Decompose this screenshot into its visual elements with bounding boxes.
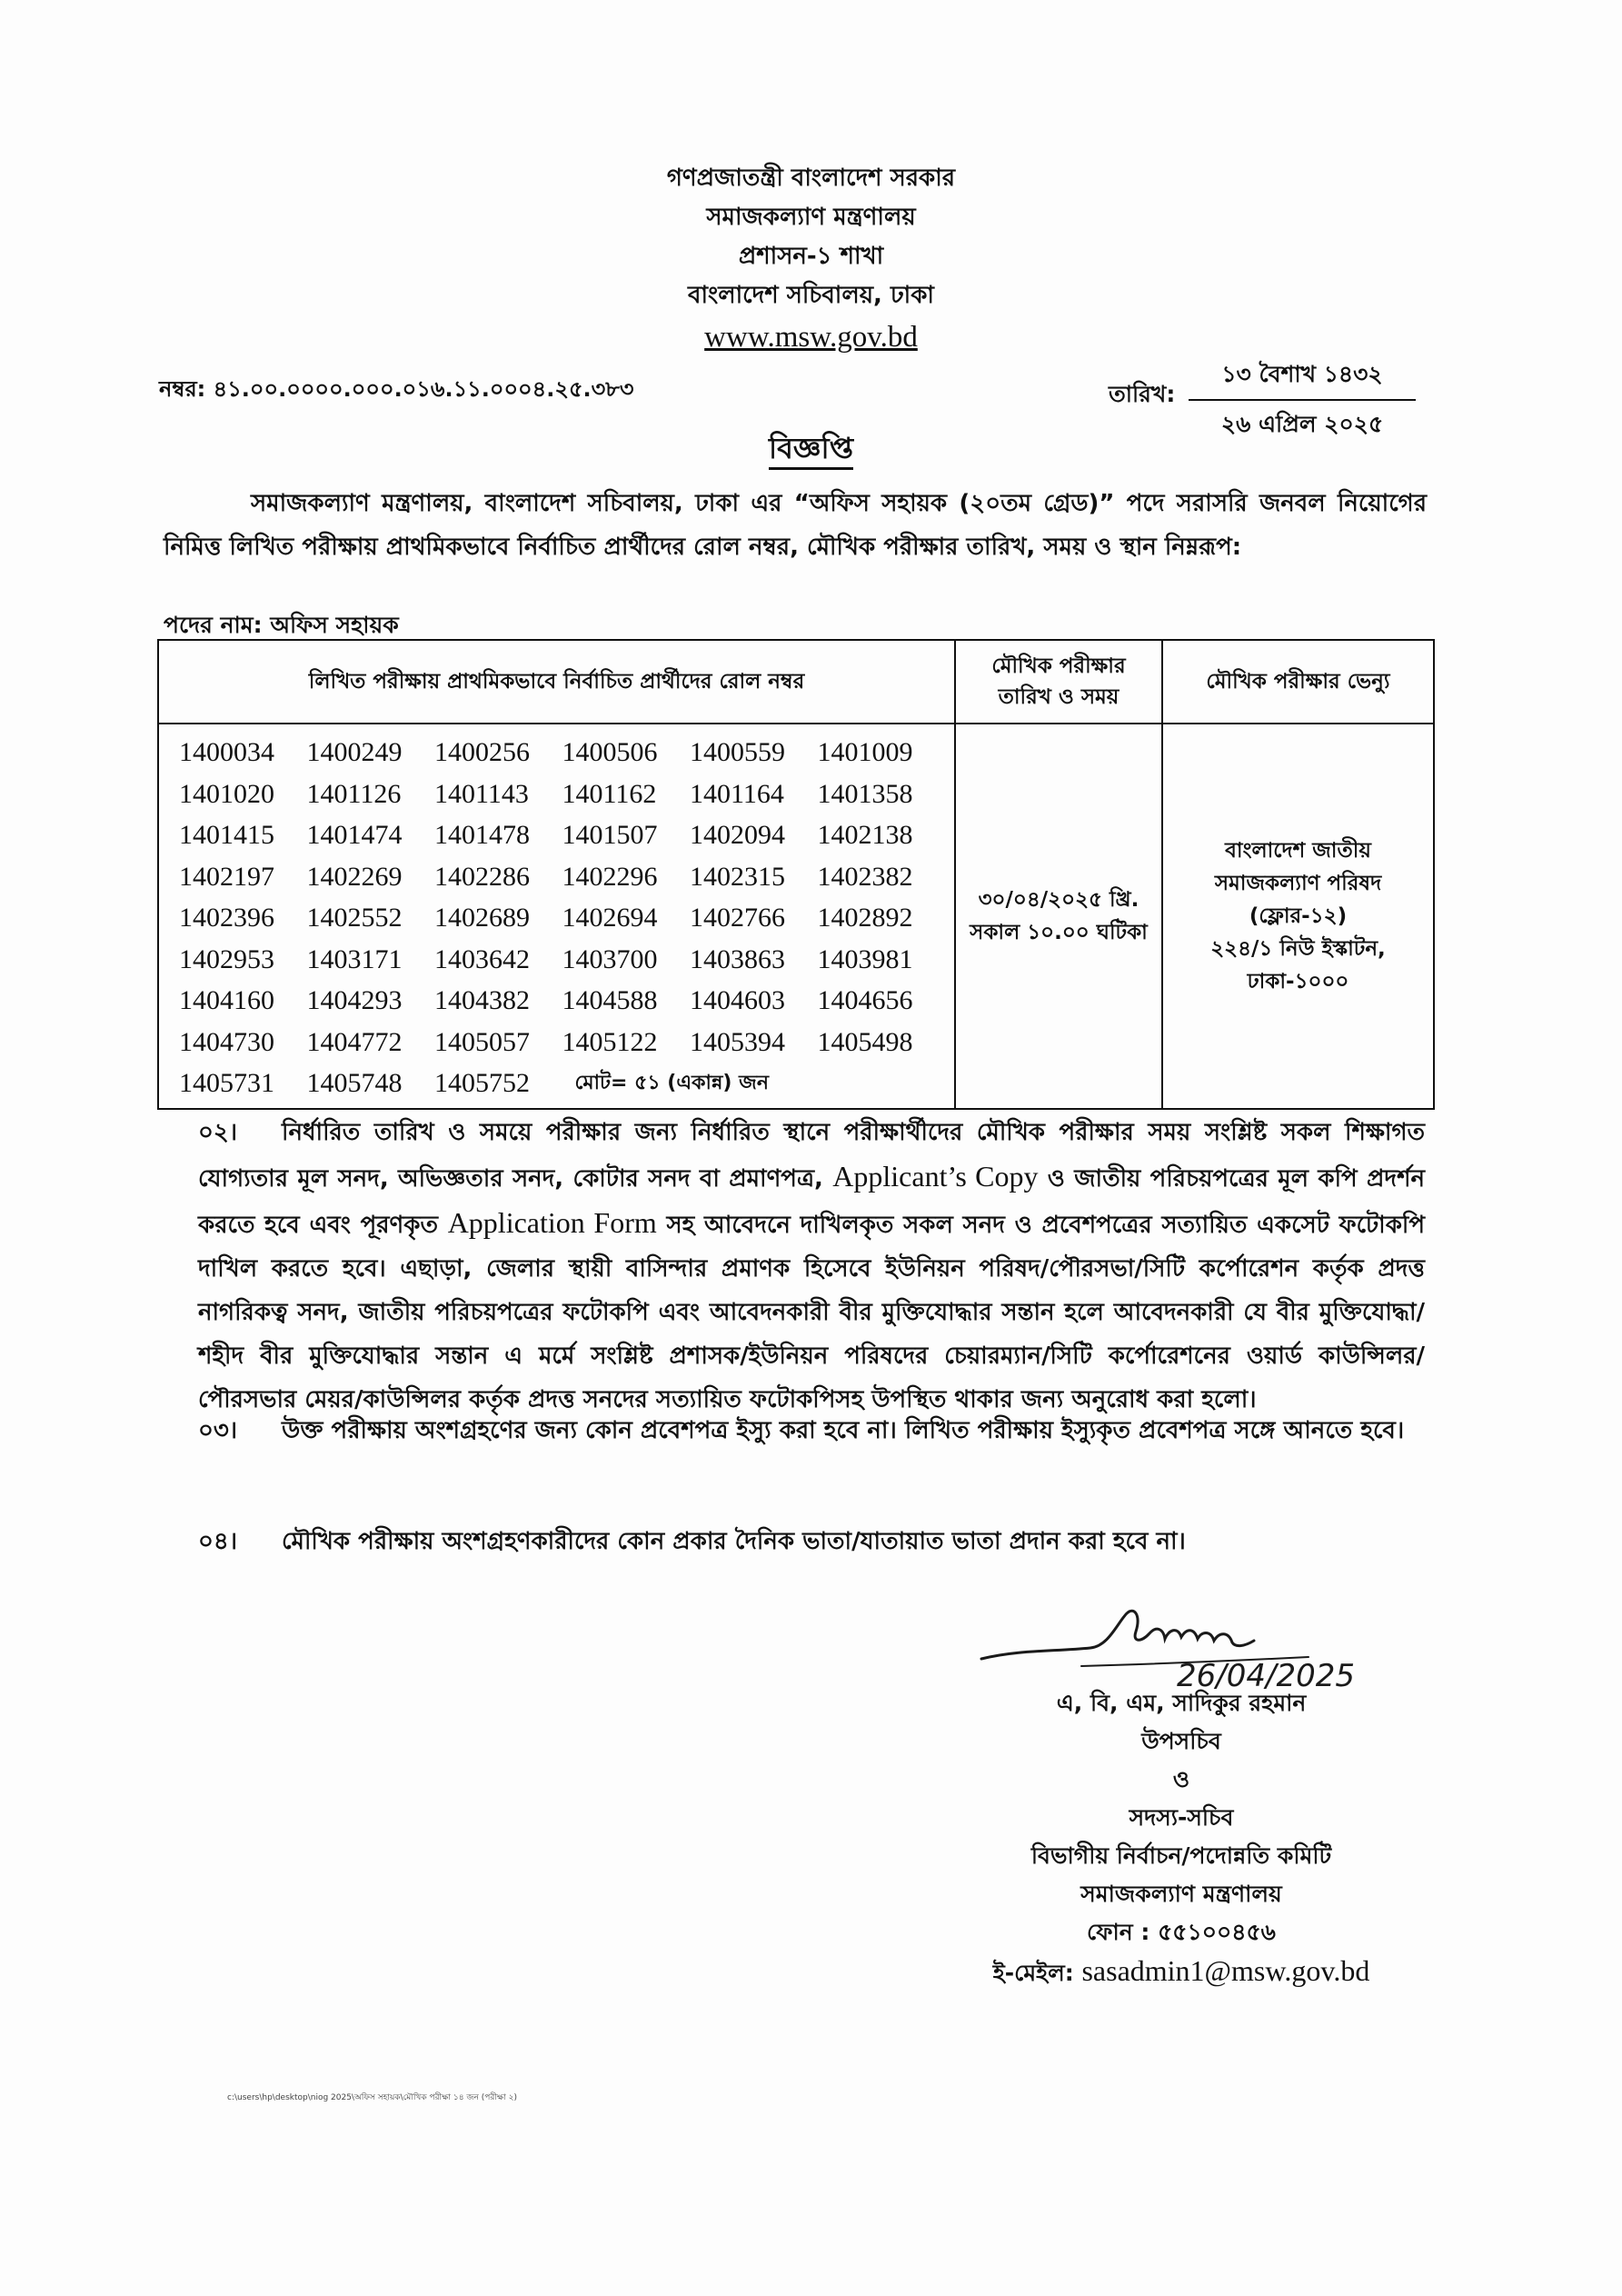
roll-number: 1402689 bbox=[434, 903, 530, 933]
roll-number: 1401162 bbox=[562, 778, 657, 809]
roll-number: 1402766 bbox=[690, 903, 785, 933]
venue-line: ঢাকা-১০০০ bbox=[1247, 969, 1349, 993]
office-address: বাংলাদেশ সচিবালয়, ঢাকা bbox=[688, 282, 934, 309]
roll-number: 1404603 bbox=[690, 985, 785, 1015]
website-link[interactable]: www.msw.gov.bd bbox=[704, 321, 918, 354]
roll-number: 1403981 bbox=[817, 943, 913, 974]
memo-number bbox=[159, 373, 633, 409]
venue-cell bbox=[1162, 724, 1434, 1109]
roll-number: 1402892 bbox=[817, 903, 913, 933]
roll-number-cell bbox=[158, 724, 955, 1109]
venue-line: বাংলাদেশ জাতীয় bbox=[1225, 838, 1371, 863]
viva-date-header-line1: মৌখিক পরীক্ষার bbox=[991, 654, 1126, 678]
roll-number: 1402296 bbox=[562, 861, 658, 892]
venue-column-header: মৌখিক পরীক্ষার ভেন্যু bbox=[1162, 640, 1434, 724]
total-count: মোট= ৫১ (একান্ন) জন bbox=[574, 1072, 769, 1094]
viva-time: সকাল ১০.০০ ঘটিকা bbox=[970, 920, 1148, 944]
roll-number: 1403863 bbox=[690, 943, 785, 974]
clause-2-text-part2: ও জাতীয় পরিচয়পত্রের মূল কপি প্রদর্শন করতে হবে এবং পূরণকৃত bbox=[198, 1165, 1425, 1239]
roll-number: 1405498 bbox=[817, 1026, 913, 1057]
roll-number: 1405752 bbox=[434, 1068, 530, 1098]
ministry-name: সমাজকল্যাণ মন্ত্রণালয় bbox=[706, 204, 916, 231]
roll-number: 1402286 bbox=[434, 861, 530, 892]
notice-title bbox=[0, 425, 1622, 474]
memo-value: ৪১.০০.০০০০.০০০.০১৬.১১.০০০৪.২৫.৩৮৩ bbox=[213, 376, 634, 402]
letterhead bbox=[0, 159, 1622, 359]
roll-number: 1405748 bbox=[306, 1068, 403, 1098]
clause-3-text: উক্ত পরীক্ষায় অংশগ্রহণের জন্য কোন প্রবেশপত্র ইস্যু করা হবে না। লিখিত পরীক্ষায় ইস্যুকৃত প্রবেশপত্র সঙ্গে আনতে হবে। bbox=[282, 1417, 1405, 1444]
roll-number: 1404730 bbox=[179, 1026, 274, 1057]
government-name: গণপ্রজাতন্ত্রী বাংলাদেশ সরকার bbox=[666, 165, 956, 192]
date-english: ২৬ এপ্রিল ২০২৫ bbox=[1220, 411, 1384, 437]
roll-number: 1401009 bbox=[817, 737, 913, 767]
signatory-email bbox=[909, 1952, 1454, 1992]
roll-number: 1403642 bbox=[434, 943, 530, 974]
signatory-role: সদস্য-সচিব bbox=[1129, 1804, 1234, 1831]
viva-date-header-line2: তারিখ ও সময় bbox=[998, 685, 1119, 709]
roll-number: 1401358 bbox=[817, 778, 913, 809]
clause-2-applicant-copy: Applicant’s Copy bbox=[832, 1160, 1039, 1193]
phone-label: ফোন : bbox=[1087, 1919, 1150, 1945]
roll-number: 1402197 bbox=[179, 861, 274, 892]
venue-line: (ফ্লোর-১২) bbox=[1249, 903, 1348, 928]
clause-3 bbox=[198, 1409, 1425, 1452]
roll-number: 1405057 bbox=[434, 1026, 530, 1057]
table-body-row bbox=[158, 724, 1434, 1109]
roll-number: 1405394 bbox=[690, 1026, 785, 1057]
roll-number-grid bbox=[179, 732, 945, 1104]
signatory-committee: বিভাগীয় নির্বাচন/পদোন্নতি কমিটি bbox=[1030, 1842, 1332, 1869]
footer-file-path: c:\users\hp\desktop\niog 2025\অফিস সহায়ক\মৌখিক পরীক্ষা ১৪ জন (পরীক্ষা ২) bbox=[227, 2093, 517, 2102]
clause-2-number: ০২। bbox=[198, 1119, 238, 1146]
viva-date: ৩০/০৪/২০২৫ খ্রি. bbox=[978, 887, 1139, 912]
signatory-phone bbox=[909, 1913, 1454, 1952]
clause-2-text-part1: নির্ধারিত তারিখ ও সময়ে পরীক্ষার জন্য নির্ধারিত স্থানে পরীক্ষার্থীদের মৌখিক পরীক্ষার সময় সংশ্লিষ্ট সকল শিক্ষাগত যোগ্যতার মূল সনদ, অভিজ্ঞতার সনদ, কোটার সনদ বা প্রমাণপত্র, bbox=[198, 1119, 1425, 1193]
roll-number: 1402694 bbox=[562, 903, 658, 933]
email-label: ই-মেইল: bbox=[992, 1960, 1074, 1986]
email-address[interactable]: sasadmin1@msw.gov.bd bbox=[1081, 1954, 1370, 1987]
roll-number: 1400249 bbox=[306, 737, 403, 767]
roll-number: 1402382 bbox=[817, 861, 913, 892]
roll-number: 1404588 bbox=[562, 985, 658, 1015]
roll-column-header: লিখিত পরীক্ষায় প্রাথমিকভাবে নির্বাচিত প্রার্থীদের রোল নম্বর bbox=[158, 640, 955, 724]
date-block bbox=[1109, 356, 1427, 437]
phone-number: ৫৫১০০৪৫৬ bbox=[1158, 1919, 1276, 1945]
signatory-name: এ, বি, এম, সাদিকুর রহমান bbox=[1056, 1690, 1307, 1716]
roll-number: 1402953 bbox=[179, 943, 274, 974]
roll-number: 1405731 bbox=[179, 1068, 274, 1098]
roll-number-table bbox=[157, 639, 1435, 1110]
signatory-ministry: সমাজকল্যাণ মন্ত্রণালয় bbox=[1080, 1881, 1282, 1907]
roll-number: 1400034 bbox=[179, 737, 274, 767]
clause-4-text: মৌখিক পরীক্ষায় অংশগ্রহণকারীদের কোন প্রকার দৈনিক ভাতা/যাতায়াত ভাতা প্রদান করা হবে না। bbox=[282, 1528, 1186, 1555]
memo-label: নম্বর: bbox=[159, 376, 206, 402]
clause-2-text-part3: সহ আবেদনে দাখিলকৃত সকল সনদ ও প্রবেশপত্রের সত্যায়িত একসেট ফটোকপি দাখিল করতে হবে। এছাড়া, জেলার স্থায়ী বাসিন্দার প্রমাণক হিসেবে ইউনিয়ন পরিষদ/পৌরসভা/সিটি কর্পোরেশন কর্তৃক প্রদত্ত নাগরিকত্ব সনদ, জাতীয় পরিচয়পত্রের ফটোকপি এবং আবেদনকারী বীর মুক্তিযোদ্ধার সন্তান হলে আবেদনকারী যে বীর মুক্তিযোদ্ধা/শহীদ বীর মুক্তিযোদ্ধার সন্তান এ মর্মে সংশ্লিষ্ট প্রশাসক/ইউনিয়ন পরিষদের চেয়ারম্যান/সিটি কর্পোরেশনের ওয়ার্ড কাউন্সিলর/পৌরসভার মেয়র/কাউন্সিলর কর্তৃক প্রদত্ত সনদের সত্যায়িত ফটোকপিসহ উপস্থিত থাকার জন্য অনুরোধ করা হলো। bbox=[198, 1212, 1425, 1413]
roll-number: 1401126 bbox=[306, 778, 402, 809]
roll-number: 1401020 bbox=[179, 778, 274, 809]
roll-number: 1405122 bbox=[562, 1026, 658, 1057]
roll-number: 1400506 bbox=[562, 737, 658, 767]
viva-date-column-header bbox=[955, 640, 1162, 724]
signatory-designation: উপসচিব bbox=[1141, 1728, 1221, 1754]
roll-number: 1402396 bbox=[179, 903, 274, 933]
clause-3-number: ০৩। bbox=[198, 1417, 238, 1444]
venue-line: ২২৪/১ নিউ ইস্কাটন, bbox=[1210, 936, 1386, 961]
roll-number: 1402315 bbox=[690, 861, 785, 892]
viva-date-cell bbox=[955, 724, 1162, 1109]
clause-2 bbox=[198, 1111, 1425, 1422]
roll-number: 1404382 bbox=[434, 985, 530, 1015]
clause-4-number: ০৪। bbox=[198, 1528, 238, 1555]
signatory-and: ও bbox=[1172, 1766, 1190, 1792]
table-header-row bbox=[158, 640, 1434, 724]
roll-number: 1404293 bbox=[306, 985, 403, 1015]
roll-number: 1401143 bbox=[434, 778, 529, 809]
roll-number: 1402269 bbox=[306, 861, 403, 892]
intro-paragraph: সমাজকল্যাণ মন্ত্রণালয়, বাংলাদেশ সচিবালয়, ঢাকা এর “অফিস সহায়ক (২০তম গ্রেড)” পদে সরাসরি জনবল নিয়োগের নিমিত্ত লিখিত পরীক্ষায় প্রাথমিকভাবে নির্বাচিত প্রার্থীদের রোল নম্বর, মৌখিক পরীক্ষার তারিখ, সময় ও স্থান নিম্নরূপ: bbox=[164, 490, 1427, 561]
clause-2-application-form: Application Form bbox=[447, 1206, 657, 1239]
roll-number: 1400256 bbox=[434, 737, 530, 767]
roll-number: 1404656 bbox=[817, 985, 913, 1015]
roll-number: 1402094 bbox=[690, 820, 785, 850]
roll-number: 1404160 bbox=[179, 985, 274, 1015]
roll-number: 1402552 bbox=[306, 903, 403, 933]
date-label: তারিখ: bbox=[1109, 381, 1176, 407]
roll-number: 1401474 bbox=[306, 820, 403, 850]
post-name: পদের নাম: অফিস সহায়ক bbox=[164, 612, 399, 638]
roll-number: 1401507 bbox=[562, 820, 658, 850]
signatory-block bbox=[909, 1684, 1454, 1992]
roll-number: 1400559 bbox=[690, 737, 785, 767]
date-bangla: ১৩ বৈশাখ ১৪৩২ bbox=[1189, 356, 1416, 401]
roll-number: 1403171 bbox=[306, 943, 403, 974]
notice-title-text: বিজ্ঞপ্তি bbox=[769, 431, 853, 470]
roll-number: 1401478 bbox=[434, 820, 530, 850]
roll-number: 1401415 bbox=[179, 820, 274, 850]
venue-line: সমাজকল্যাণ পরিষদ bbox=[1214, 871, 1382, 895]
roll-number: 1403700 bbox=[562, 943, 658, 974]
clause-4 bbox=[198, 1520, 1425, 1563]
roll-number: 1401164 bbox=[690, 778, 784, 809]
signature-date-handwritten: 26/04/2025 bbox=[1177, 1658, 1355, 1694]
roll-number: 1402138 bbox=[817, 820, 913, 850]
roll-number: 1404772 bbox=[306, 1026, 403, 1057]
branch-name: প্রশাসন-১ শাখা bbox=[738, 243, 884, 270]
